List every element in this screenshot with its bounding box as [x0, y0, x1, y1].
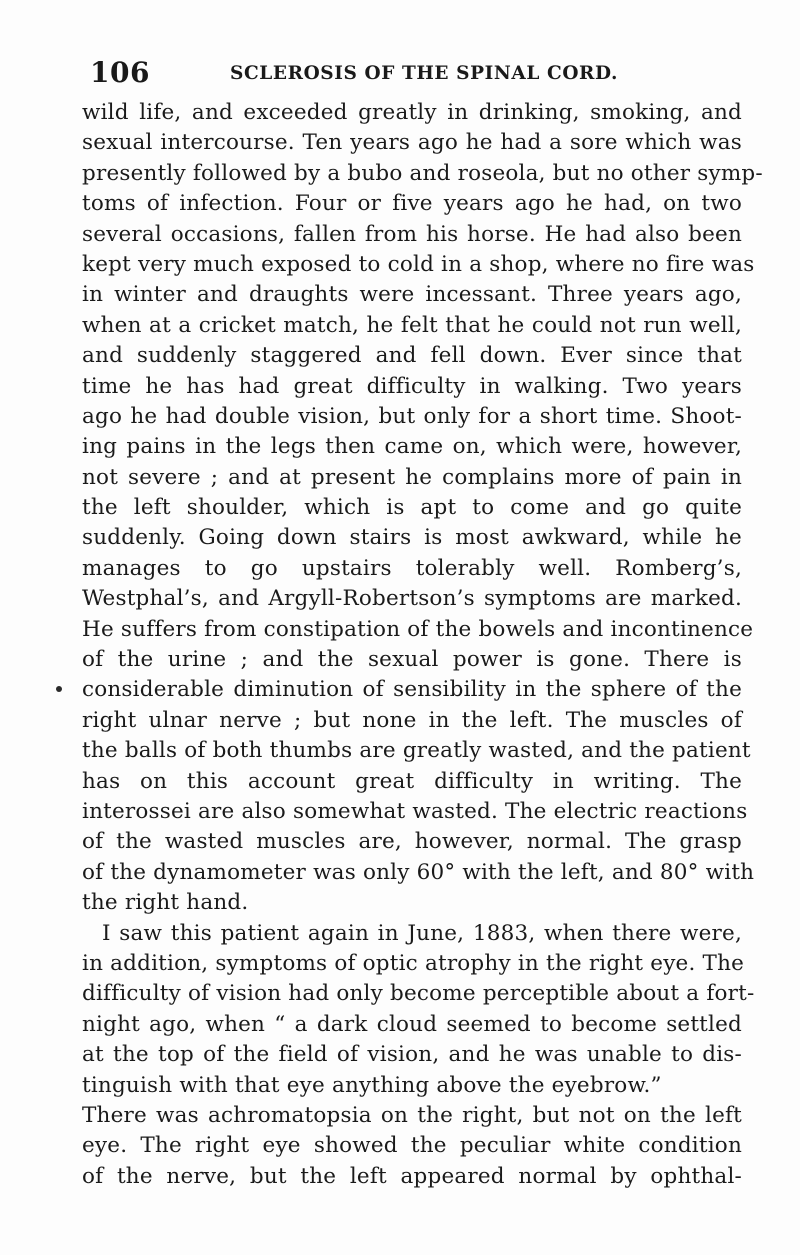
- text-line: the left shoulder, which is apt to come and go quite: [82, 495, 742, 521]
- text-line: night ago, when “ a dark cloud seemed to become settled: [82, 1011, 742, 1037]
- text-line: in winter and draughts were incessant. Three years ago,: [82, 282, 742, 308]
- text-line: time he has had great difficulty in walking. Two years: [82, 373, 742, 399]
- text-line: at the top of the field of vision, and he was unable to dis-: [82, 1042, 742, 1068]
- page-number: 106: [90, 56, 150, 89]
- text-line: interossei are also somewhat wasted. The electric reactions: [82, 798, 748, 824]
- text-line: of the dynamometer was only 60° with the left, and 80° with: [82, 859, 755, 885]
- text-line: tinguish with that eye anything above the eyebrow.”: [82, 1072, 662, 1098]
- text-line: wild life, and exceeded greatly in drinking, smoking, and: [82, 100, 742, 125]
- ink-speck: [56, 686, 62, 692]
- page-header: [90, 56, 730, 96]
- body-text: [82, 98, 763, 1192]
- running-head: SCLEROSIS OF THE SPINAL CORD.: [230, 63, 619, 84]
- text-line: considerable diminution of sensibility in the sphere of the: [82, 677, 742, 703]
- text-line: eye. The right eye showed the peculiar white condition: [82, 1133, 742, 1159]
- text-line: not severe ; and at present he complains more of pain in: [82, 464, 742, 490]
- text-line: the balls of both thumbs are greatly wasted, and the patient: [82, 738, 751, 764]
- text-line: sexual intercourse. Ten years ago he had a sore which was: [82, 130, 742, 156]
- text-line: ing pains in the legs then came on, which were, however,: [82, 434, 742, 460]
- text-line: in addition, symptoms of optic atrophy in the right eye. The: [82, 950, 745, 976]
- text-line: difficulty of vision had only become perceptible about a fort-: [82, 981, 755, 1007]
- text-line: has on this account great difficulty in writing. The: [82, 768, 742, 794]
- text-line: the right hand.: [82, 890, 249, 916]
- text-line: I saw this patient again in June, 1883, when there were,: [102, 920, 742, 946]
- text-line: of the urine ; and the sexual power is gone. There is: [82, 647, 742, 673]
- text-line: of the wasted muscles are, however, normal. The grasp: [82, 829, 742, 855]
- text-line: of the nerve, but the left appeared normal by ophthal-: [82, 1163, 742, 1189]
- text-line: several occasions, fallen from his horse. He had also been: [82, 221, 742, 247]
- text-line: kept very much exposed to cold in a shop, where no fire was: [82, 251, 755, 277]
- text-line: and suddenly staggered and fell down. Ever since that: [82, 343, 742, 369]
- text-line: presently followed by a bubo and roseola, but no other symp-: [82, 160, 763, 186]
- text-line: There was achromatopsia on the right, but not on the left: [82, 1102, 742, 1128]
- text-line: manages to go upstairs tolerably well. Romberg’s,: [82, 555, 742, 581]
- text-line: Westphal’s, and Argyll-Robertson’s symptoms are marked.: [82, 586, 742, 612]
- text-line: right ulnar nerve ; but none in the left. The muscles of: [82, 707, 742, 733]
- text-line: suddenly. Going down stairs is most awkward, while he: [82, 525, 742, 551]
- text-line: ago he had double vision, but only for a short time. Shoot-: [82, 403, 742, 429]
- text-line: when at a cricket match, he felt that he could not run well,: [82, 312, 742, 338]
- text-line: He suffers from constipation of the bowels and incontinence: [82, 616, 754, 642]
- text-line: toms of infection. Four or five years ago he had, on two: [82, 191, 742, 217]
